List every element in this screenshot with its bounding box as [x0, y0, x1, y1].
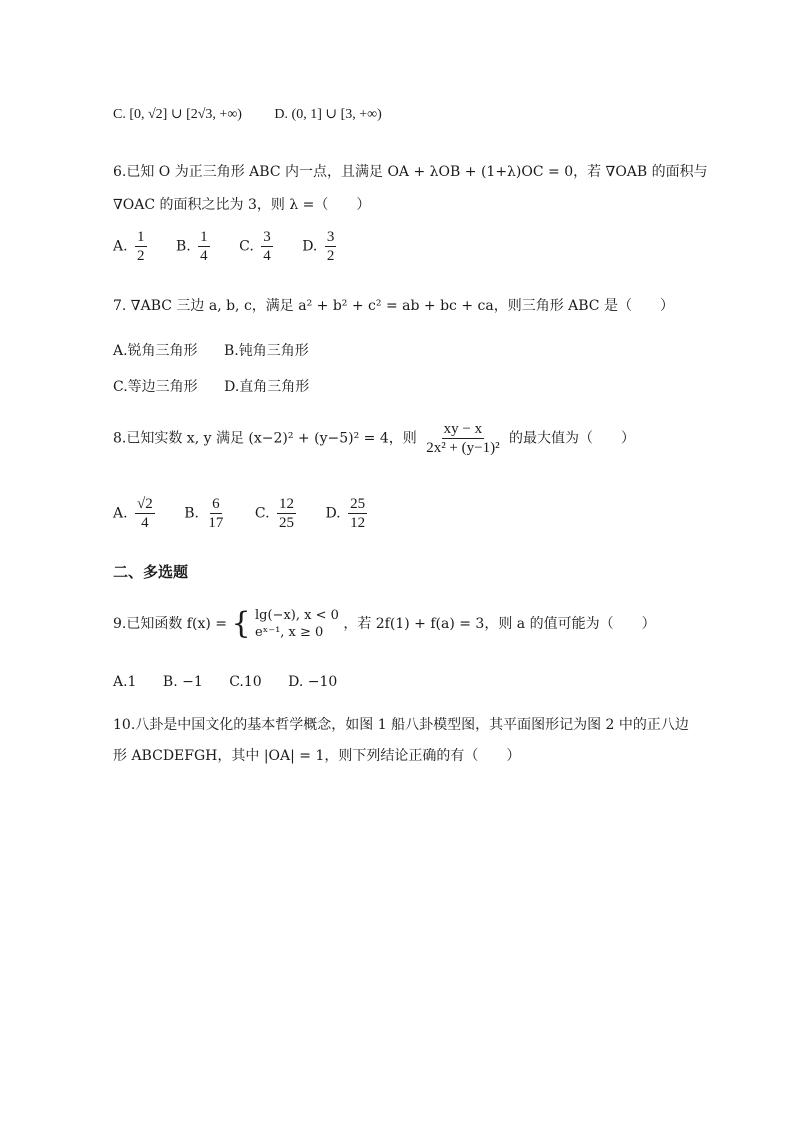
q8-option-a: A. $\frac{√2}{4}$ — [113, 496, 153, 531]
fraction: $\frac{12}{25}$ — [278, 496, 294, 531]
q5-option-c: C. [0, √2] ∪ [2√3, +∞) — [113, 107, 242, 122]
q9-option-c: C.10 — [229, 674, 262, 690]
q6-option-d: D. $\frac{3}{2}$ — [302, 229, 335, 264]
q9-prefix: 9.已知函数 f(x) = — [113, 616, 227, 632]
q9-option-b: B. −1 — [162, 674, 203, 690]
q7-option-a: A.锐角三角形 — [113, 343, 198, 359]
q9-options — [113, 674, 359, 690]
fraction: $\frac{1}{4}$ — [200, 229, 208, 264]
fraction: $\frac{3}{2}$ — [326, 229, 335, 264]
q5-option-d: D. (0, 1] ∪ [3, +∞) — [274, 107, 382, 122]
q6-options — [113, 228, 361, 265]
q7-option-b: B.钝角三角形 — [224, 343, 309, 359]
fraction: $\frac{6}{17}$ — [208, 496, 224, 531]
q9-piecewise-cases: lg(−x), x < 0 eˣ⁻¹, x ≥ 0 — [255, 608, 339, 640]
q8-stem — [113, 420, 635, 457]
q6-stem-line2: ∇OAC 的面积之比为 3，则 λ =（ ） — [113, 197, 371, 213]
q8-suffix: 的最大值为（ ） — [509, 430, 636, 447]
section-heading: 二、多选题 — [113, 563, 189, 581]
q6-stem-line1: 6.已知 O 为正三角形 ABC 内一点，且满足 OA + λOB + (1+λ)OC = 0，若 ∇OAB 的面积与 — [113, 164, 708, 180]
q9-option-d: D. −10 — [288, 674, 338, 690]
q7-options-row2 — [113, 376, 331, 396]
q8-prefix: 8.已知实数 x, y 满足 (x−2)² + (y−5)² = 4，则 — [113, 430, 417, 447]
q10-stem-line2: 形 ABCDEFGH，其中 |OA| = 1，则下列结论正确的有（ ） — [113, 748, 521, 764]
q8-option-b: B. $\frac{6}{17}$ — [184, 496, 224, 531]
q7-option-d: D.直角三角形 — [224, 379, 310, 395]
q6-option-b: B. $\frac{1}{4}$ — [175, 229, 208, 264]
q7-option-c: C.等边三角形 — [113, 379, 198, 395]
q7-stem: 7. ∇ABC 三边 a, b, c，满足 a² + b² + c² = ab + bc + ca，则三角形 ABC 是（ ） — [113, 298, 674, 314]
q6-option-c: C. $\frac{3}{4}$ — [239, 229, 271, 264]
q8-options — [113, 495, 392, 532]
q8-option-d: D. $\frac{25}{12}$ — [325, 496, 366, 531]
q9-option-a: A.1 — [113, 674, 137, 690]
q8-expression-fraction: $\frac{xy - x}{\text{2x² + (y−1)²}}$ — [426, 421, 500, 456]
q10-stem-line1: 10.八卦是中国文化的基本哲学概念，如图 1 船八卦模型图，其平面图形记为图 2 中的正八边 — [113, 717, 689, 733]
left-brace-icon: { — [231, 606, 251, 641]
fraction: $\frac{3}{4}$ — [263, 229, 271, 264]
q8-option-c: C. $\frac{12}{25}$ — [254, 496, 294, 531]
q6-option-a: A. $\frac{1}{2}$ — [113, 229, 145, 264]
fraction: $\frac{√2}{4}$ — [137, 496, 153, 531]
q9-stem — [113, 607, 656, 641]
q5-options-row — [113, 106, 404, 123]
q9-suffix: ，若 2f(1) + f(a) = 3，则 a 的值可能为（ ） — [343, 616, 656, 632]
fraction: $\frac{25}{12}$ — [350, 496, 366, 531]
fraction: $\frac{1}{2}$ — [137, 229, 145, 264]
q7-options-row1 — [113, 340, 331, 360]
